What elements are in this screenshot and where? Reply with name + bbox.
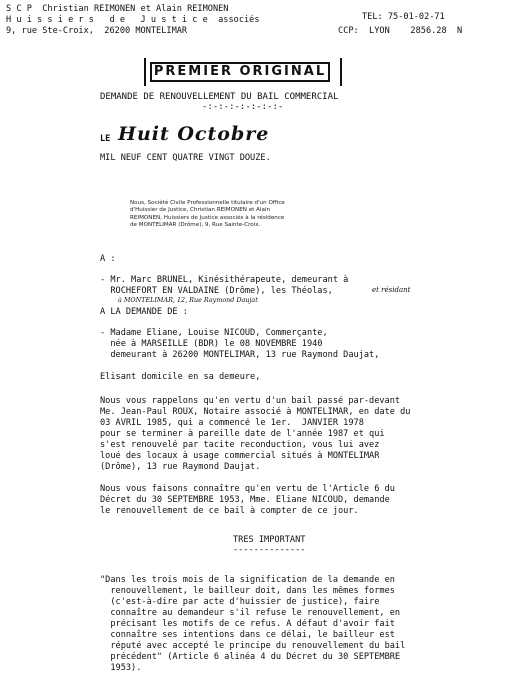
requester-line: - Madame Eliane, Louise NICOUD, Commerçante, <box>100 328 328 338</box>
date-year-line: MIL NEUF CENT QUATRE VINGT DOUZE. <box>100 153 271 163</box>
firm-telephone: TEL: 75-01-02-71 <box>362 12 445 22</box>
quote-line: (c'est-à-dire par acte d'huissier de justice), faire <box>100 597 380 607</box>
requester-line: née à MARSEILLE (BDR) le 08 NOVEMBRE 1940 <box>100 339 323 349</box>
quote-line: réputé avec accepté le principe du renouvellement du bail <box>100 641 406 651</box>
firm-address-line: 9, rue Ste-Croix, 26200 MONTELIMAR <box>6 26 188 36</box>
firm-ccp: CCP: LYON 2856.28 N <box>338 26 463 36</box>
premier-original-stamp: PREMIER ORIGINAL <box>150 62 330 82</box>
recipient-line: - Mr. Marc BRUNEL, Kinésithérapeute, demeurant à <box>100 275 349 285</box>
date-prefix: LE <box>100 134 111 144</box>
domicile-line: Elisant domicile en sa demeure, <box>100 372 261 382</box>
office-stamp-line: REIMONEN, Huissiers de Justice associés à la résidence <box>130 214 285 221</box>
handwritten-date: Huit Octobre <box>118 123 270 145</box>
office-stamp-line: de MONTELIMAR (Drôme), 9, Rue Sainte-Croix. <box>130 222 261 229</box>
handwritten-note: à MONTELIMAR, 12, Rue Raymond Daujat <box>118 296 258 304</box>
firm-name-line: S C P Christian REIMONEN et Alain REIMONEN <box>6 4 229 14</box>
quote-line: précédent" (Article 6 alinéa 4 du Décret du 30 SEPTEMBRE <box>100 652 401 662</box>
important-heading: TRES IMPORTANT <box>233 535 306 545</box>
quote-line: connaître au demandeur s'il refuse le renouvellement, en <box>100 608 401 618</box>
paragraph-line: le renouvellement de ce bail à compter de ce jour. <box>100 506 359 516</box>
paragraph-line: Décret du 30 SEPTEMBRE 1953, Mme. Eliane NICOUD, demande <box>100 495 390 505</box>
firm-title-line: H u i s s i e r s d e J u s t i c e associés <box>6 15 260 25</box>
important-underline: -------------- <box>233 545 306 555</box>
quote-line: 1953). <box>100 663 142 673</box>
paragraph-line: Nous vous faisons connaître qu'en vertu de l'Article 6 du <box>100 484 395 494</box>
quote-line: "Dans les trois mois de la signification de la demande en <box>100 575 395 585</box>
paragraph-line: Me. Jean-Paul ROUX, Notaire associé à MONTELIMAR, en date du <box>100 407 411 417</box>
paragraph-line: loué des locaux à usage commercial situés à MONTELIMAR <box>100 451 380 461</box>
paragraph-line: pour se terminer à pareille date de l'année 1987 et qui <box>100 429 385 439</box>
handwritten-note: et résidant <box>372 286 411 294</box>
paragraph-line: Nous vous rappelons qu'en vertu d'un bail passé par-devant <box>100 396 401 406</box>
requester-line: demeurant à 26200 MONTELIMAR, 13 rue Raymond Daujat, <box>100 350 380 360</box>
recipient-label: A : <box>100 254 116 264</box>
paragraph-line: (Drôme), 13 rue Raymond Daujat. <box>100 462 261 472</box>
office-stamp-line: d'Huissier de Justice, Christian REIMONEN et Alain <box>130 207 271 214</box>
title-underline: -:-:-:-:-:-:-:- <box>202 102 284 112</box>
requester-label: A LA DEMANDE DE : <box>100 307 188 317</box>
paragraph-line: s'est renouvelé par tacite reconduction, vous lui avez <box>100 440 380 450</box>
paragraph-line: 03 AVRIL 1985, qui a commencé le 1er. JANVIER 1978 <box>100 418 364 428</box>
document-title: DEMANDE DE RENOUVELLEMENT DU BAIL COMMERCIAL <box>100 92 339 102</box>
quote-line: connaître ses intentions dans ce délai, le bailleur est <box>100 630 395 640</box>
office-stamp-line: Nous, Société Civile Professionnelle titulaire d'un Office <box>130 200 285 206</box>
quote-line: renouvellement, le bailleur doit, dans les mêmes formes <box>100 586 395 596</box>
recipient-line: ROCHEFORT EN VALDAINE (Drôme), les Théolas, <box>100 286 333 296</box>
office-stamp <box>130 200 330 230</box>
quote-line: précisant les motifs de ce refus. A défaut d'avoir fait <box>100 619 395 629</box>
